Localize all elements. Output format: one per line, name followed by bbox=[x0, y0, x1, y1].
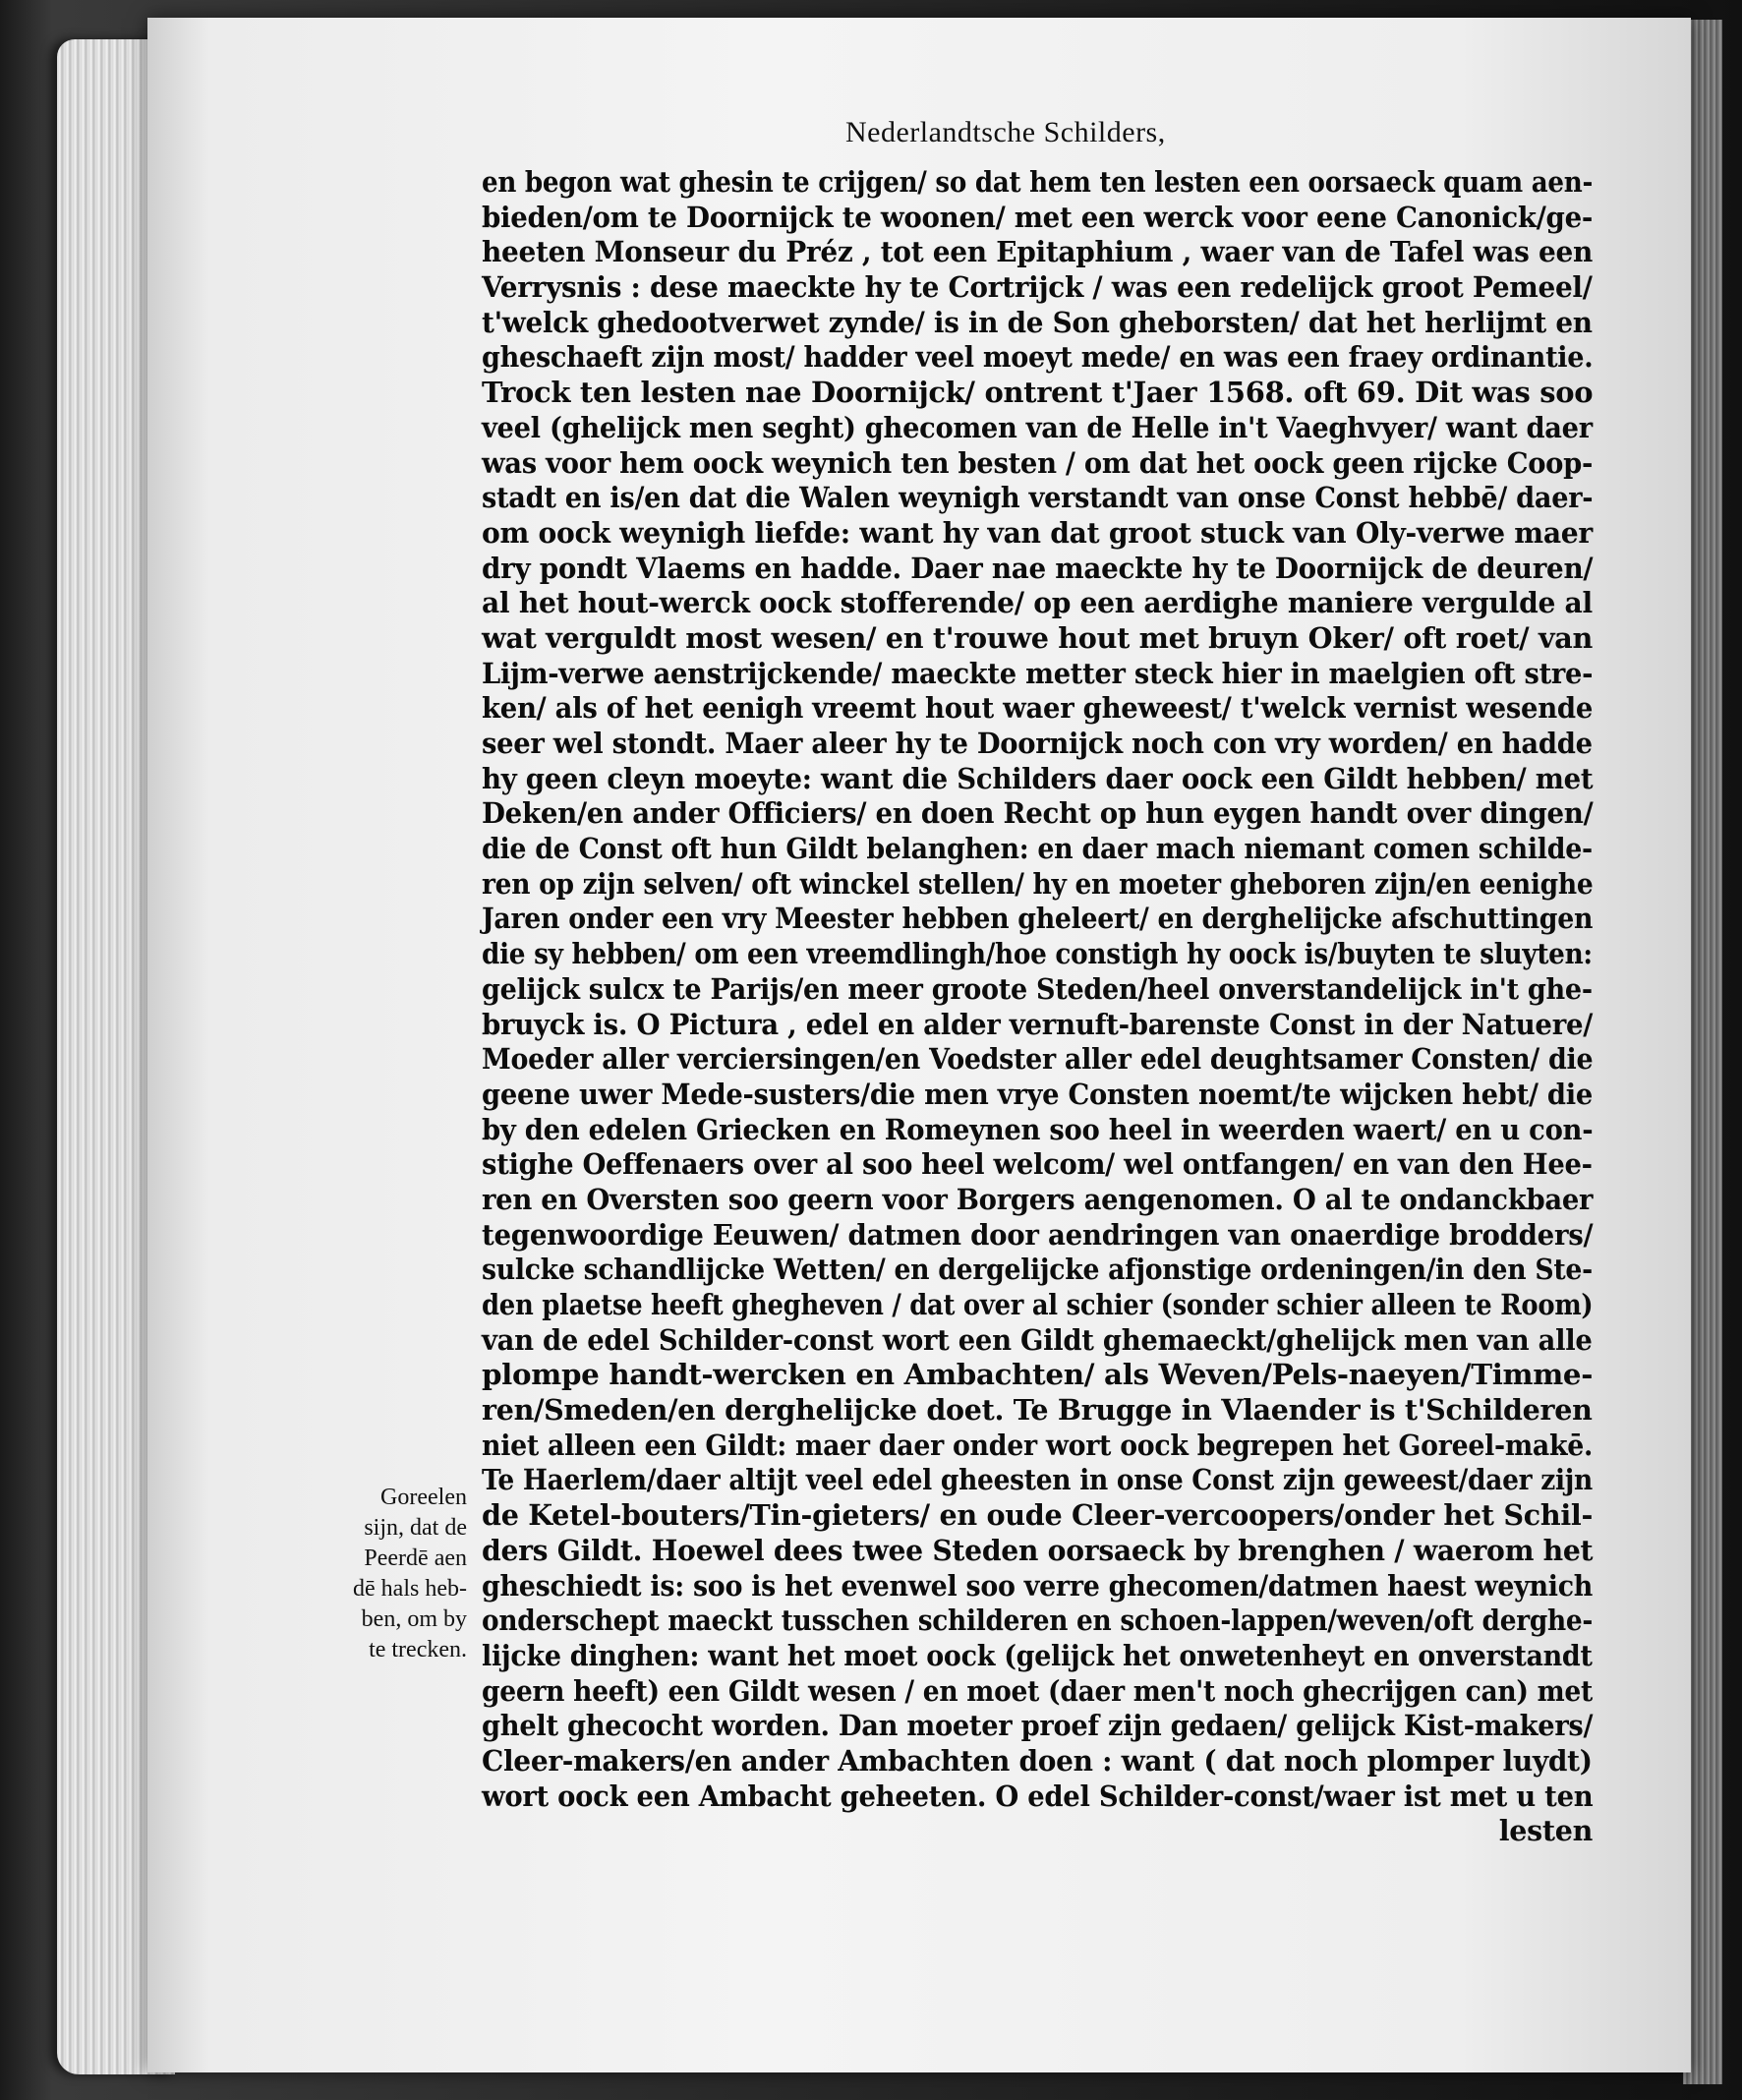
margin-note bbox=[324, 1483, 467, 1665]
text-line: die de Const oft hun Gildt belanghen: en daer mach niemant comen schilde- bbox=[482, 832, 1593, 866]
text-line: den plaetse heeft ghegheven / dat over al schier (sonder schier alleen te Room) bbox=[482, 1288, 1594, 1321]
text-line: die sy hebben/ om een vreemdlingh/hoe constigh hy oock is/buyten te sluyten: bbox=[482, 937, 1593, 971]
text-line: Cleer-makers/en ander Ambachten doen : want ( dat noch plomper luydt) bbox=[482, 1743, 1593, 1778]
text-line: dry pondt Vlaems en hadde. Daer nae maeckte hy te Doornijck de deuren/ bbox=[482, 551, 1594, 585]
catchword: lesten bbox=[1498, 1814, 1593, 1848]
text-line: de Ketel-bouters/Tin-gieters/ en oude Cleer-vercoopers/onder het Schil- bbox=[482, 1498, 1594, 1533]
margin-note-line: Goreelen bbox=[380, 1485, 467, 1510]
text-line: wort oock een Ambacht geheeten. O edel Schilder-const/waer ist met u ten bbox=[482, 1779, 1594, 1813]
text-line: en begon wat ghesin te crijgen/ so dat hem ten lesten een oorsaeck quam aen- bbox=[482, 165, 1594, 199]
text-line: ken/ als of het eenigh vreemt hout waer gheweest/ t'welck vernist wesende bbox=[482, 691, 1594, 726]
text-line: was voor hem oock weynich ten besten / om dat het oock geen rijcke Coop- bbox=[482, 445, 1594, 480]
text-line: Moeder aller verciersingen/en Voedster aller edel deughtsamer Consten/ die bbox=[482, 1042, 1594, 1077]
text-line: Trock ten lesten nae Doornijck/ ontrent t'Jaer 1568. oft 69. Dit was soo bbox=[482, 376, 1594, 410]
text-line: veel (ghelijck men seght) ghecomen van de Helle in't Vaeghvyer/ want daer bbox=[482, 410, 1593, 444]
text-line: heeten Monseur du Préz , tot een Epitaphium , waer van de Tafel was een bbox=[482, 235, 1594, 269]
text-line: ren en Oversten soo geern voor Borgers aengenomen. O al te ondanckbaer bbox=[482, 1182, 1594, 1216]
text-line: niet alleen een Gildt: maer daer onder wort oock begrepen het Goreel-makē. bbox=[482, 1428, 1594, 1462]
text-line: gelijck sulcx te Parijs/en meer groote Steden/heel onverstandelijck in't ghe- bbox=[482, 971, 1593, 1006]
text-line: by den edelen Griecken en Romeynen soo heel in weerden waert/ en u con- bbox=[482, 1112, 1594, 1146]
text-line: bruyck is. O Pictura , edel en alder vernuft-barenste Const in der Natuere/ bbox=[482, 1007, 1594, 1041]
text-line: sulcke schandlijcke Wetten/ en dergelijcke afjonstige ordeningen/in den Ste- bbox=[482, 1253, 1593, 1287]
margin-note-line: Peerdē aen bbox=[364, 1546, 467, 1571]
text-line: van de edel Schilder-const wort een Gildt ghemaeckt/ghelijck men van alle bbox=[482, 1322, 1593, 1357]
text-line: geene uwer Mede-susters/die men vrye Consten noemt/te wijcken hebt/ die bbox=[482, 1077, 1593, 1111]
text-line: plompe handt-wercken en Ambachten/ als Weven/Pels-naeyen/Timme- bbox=[482, 1358, 1594, 1392]
text-line: bieden/om te Doornijck te woonen/ met een werck voor eene Canonick/ge- bbox=[482, 200, 1594, 234]
text-line: ren op zijn selven/ oft winckel stellen/ hy en moeter gheboren zijn/en eenighe bbox=[482, 866, 1594, 901]
text-line: stighe Oeffenaers over al soo heel welcom/ wel ontfangen/ en van den Hee- bbox=[482, 1147, 1593, 1182]
text-line: gheschaeft zijn most/ hadder veel moeyt mede/ en was een fraey ordinantie. bbox=[482, 340, 1594, 375]
text-line: lijcke dinghen: want het moet oock (gelijck het onwetenheyt en onverstandt bbox=[482, 1638, 1593, 1672]
margin-note-line: te trecken. bbox=[369, 1637, 467, 1662]
body-text bbox=[482, 165, 1593, 1849]
text-line: om oock weynigh liefde: want hy van dat groot stuck van Oly-verwe maer bbox=[482, 515, 1593, 550]
margin-note-line: ben, om by bbox=[361, 1606, 467, 1632]
text-line: Verrysnis : dese maeckte hy te Cortrijck / was een redelijck groot Pemeel/ bbox=[482, 270, 1593, 305]
text-line: gheschiedt is: soo is het evenwel soo verre ghecomen/datmen haest weynich bbox=[482, 1568, 1594, 1603]
text-line: Deken/en ander Officiers/ en doen Recht op hun eygen handt over dingen/ bbox=[482, 796, 1594, 831]
text-line: onderschept maeckt tusschen schilderen en schoen-lappen/weven/oft derghe- bbox=[482, 1604, 1594, 1638]
text-line: hy geen cleyn moeyte: want die Schilders daer oock een Gildt hebben/ met bbox=[482, 761, 1594, 795]
text-line: seer wel stondt. Maer aleer hy te Doornijck noch con vry worden/ en hadde bbox=[482, 727, 1593, 760]
text-line: wat verguldt most wesen/ en t'rouwe hout met bruyn Oker/ oft roet/ van bbox=[482, 620, 1594, 655]
text-line: Te Haerlem/daer altijt veel edel gheesten in onse Const zijn geweest/daer zijn bbox=[482, 1463, 1594, 1497]
text-line: ghelt ghecocht worden. Dan moeter proef zijn gedaen/ gelijck Kist-makers/ bbox=[482, 1709, 1594, 1743]
text-line: stadt en is/en dat die Walen weynigh verstandt van onse Const hebbē/ daer- bbox=[482, 481, 1594, 515]
running-head: Nederlandtsche Schilders, bbox=[845, 116, 1166, 148]
text-line: al het hout-werck oock stofferende/ op een aerdighe maniere vergulde al bbox=[482, 586, 1593, 620]
text-line: ders Gildt. Hoewel dees twee Steden oorsaeck by brenghen / waerom het bbox=[482, 1533, 1594, 1567]
text-line: Jaren onder een vry Meester hebben gheleert/ en dergheliјcke afschuttingen bbox=[482, 902, 1594, 936]
margin-note-line: sijn, dat de bbox=[364, 1515, 467, 1541]
text-line: ren/Smeden/en dergheliјcke doet. Te Brugge in Vlaender is t'Schilderen bbox=[482, 1393, 1593, 1428]
text-line: geern heeft) een Gildt wesen / en moet (daer men't noch ghecrijgen can) met bbox=[482, 1673, 1593, 1708]
text-line: Lijm-verwe aenstrijckende/ maeckte metter steck hier in maelgien oft stre- bbox=[482, 656, 1594, 690]
margin-note-line: dē hals heb- bbox=[353, 1576, 467, 1602]
text-line: tegenwoordige Eeuwen/ datmen door aendringen van onaerdige brodders/ bbox=[482, 1217, 1594, 1252]
text-line: t'welck ghedootverwet zynde/ is in de Son gheborsten/ dat het herlijmt en bbox=[482, 305, 1593, 339]
